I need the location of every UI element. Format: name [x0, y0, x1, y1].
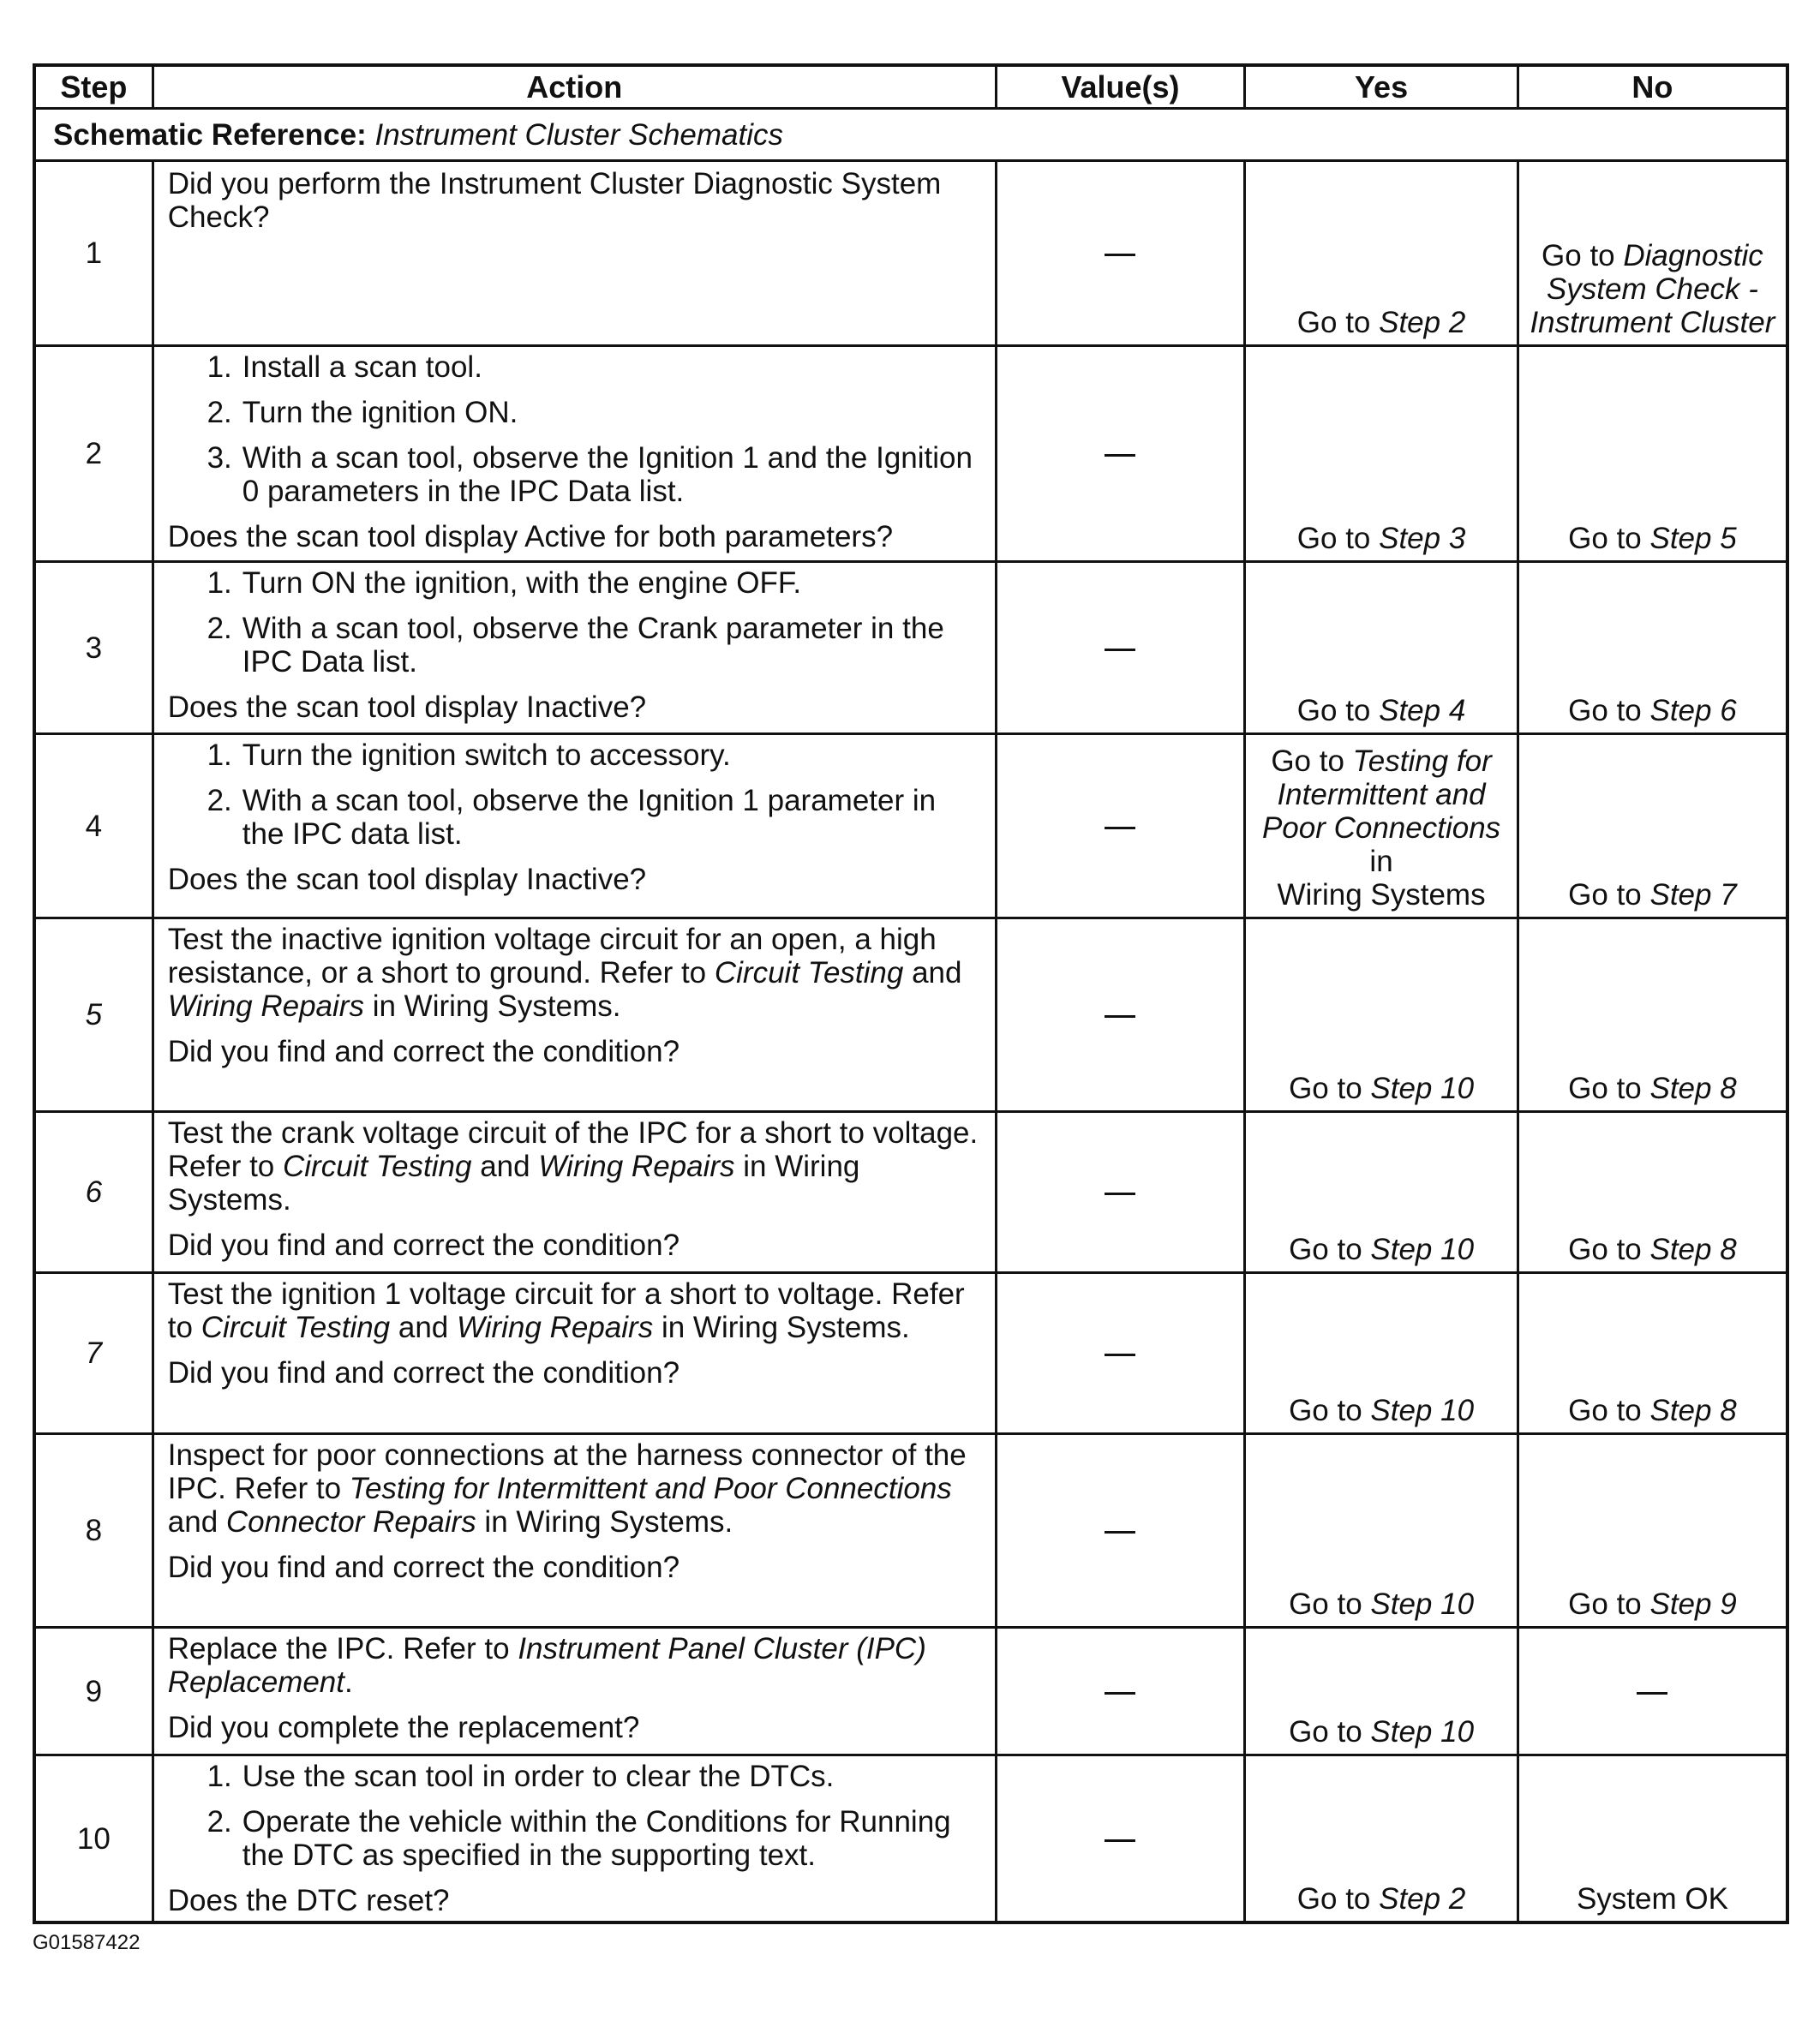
yes-prefix: Go to	[1296, 306, 1380, 339]
list-number: 1.	[207, 1760, 232, 1793]
no-link: Step 6	[1649, 694, 1737, 727]
no-cell	[1518, 1628, 1787, 1755]
value-cell	[996, 1273, 1245, 1434]
yes-cell	[1245, 1755, 1518, 1923]
no-link: Diagnostic System Check - Instrument Cluster	[1530, 239, 1775, 339]
header-yes: Yes	[1245, 65, 1518, 109]
yes-prefix: Go to	[1289, 1588, 1371, 1621]
action-steps-list	[168, 1760, 983, 1872]
action-text	[168, 1116, 983, 1217]
list-number: 1.	[207, 350, 232, 384]
yes-prefix: Go to	[1296, 522, 1380, 555]
yes-cell	[1245, 1628, 1518, 1755]
list-text: Turn ON the ignition, with the engine OFF.	[242, 566, 802, 600]
no-prefix: Go to	[1568, 1394, 1650, 1427]
figure-id: G01587422	[33, 1931, 141, 1954]
list-number: 2.	[207, 612, 232, 645]
action-link: Wiring Repairs	[457, 1311, 654, 1344]
yes-prefix: Go to	[1271, 744, 1353, 778]
header-action: Action	[153, 65, 996, 109]
no-cell	[1518, 918, 1787, 1112]
value-dash	[1105, 827, 1135, 829]
table-row	[34, 1755, 1787, 1923]
list-number: 2.	[207, 1805, 232, 1839]
action-cell	[153, 1273, 996, 1434]
yes-cell	[1245, 918, 1518, 1112]
yes-prefix: Go to	[1296, 694, 1380, 727]
value-cell	[996, 562, 1245, 734]
yes-link: Step 10	[1370, 1715, 1475, 1749]
action-link: Circuit Testing	[714, 956, 904, 990]
no-result: System OK	[1576, 1882, 1728, 1916]
value-cell	[996, 1434, 1245, 1628]
action-text	[168, 1438, 983, 1539]
action-link: Instrument Panel Cluster (IPC) Replacement	[167, 1632, 926, 1699]
list-number: 1.	[207, 566, 232, 600]
yes-link: Testing for Intermittent and Poor Connections	[1261, 744, 1501, 845]
list-item	[168, 350, 983, 384]
step-number: 4	[34, 734, 153, 918]
no-link: Step 5	[1649, 522, 1737, 555]
no-cell	[1518, 1112, 1787, 1273]
list-item	[168, 612, 983, 679]
action-question: Did you perform the Instrument Cluster Diagnostic System Check?	[167, 167, 942, 234]
yes-cell	[1245, 562, 1518, 734]
action-steps-list	[168, 350, 983, 508]
yes-cell	[1245, 1112, 1518, 1273]
action-link: Connector Repairs	[225, 1505, 476, 1539]
table-row	[34, 562, 1787, 734]
action-question: Does the scan tool display Inactive?	[167, 691, 647, 724]
value-cell	[996, 1628, 1245, 1755]
action-question: Does the scan tool display Inactive?	[167, 863, 647, 896]
no-link: Step 8	[1649, 1072, 1737, 1105]
schematic-reference	[34, 109, 1787, 161]
list-text: Operate the vehicle within the Conditions for Running the DTC as specified in the supporting text.	[242, 1805, 951, 1872]
value-dash	[1105, 1193, 1135, 1195]
header-row	[34, 65, 1787, 109]
yes-link: Step 2	[1379, 306, 1466, 339]
value-dash	[1105, 254, 1135, 256]
action-steps-list	[168, 738, 983, 851]
list-item	[168, 1760, 983, 1793]
no-cell	[1518, 346, 1787, 562]
table-row	[34, 1112, 1787, 1273]
yes-link: Step 4	[1379, 694, 1466, 727]
action-text-part: in Wiring Systems.	[167, 1150, 860, 1217]
table-row	[34, 346, 1787, 562]
list-item	[168, 396, 983, 429]
action-text-part: in Wiring Systems.	[476, 1505, 733, 1539]
action-text-part: Test the inactive ignition voltage circuit for an open, a high resistance, or a short to ground. Refer to	[167, 923, 937, 990]
diagnostic-table	[33, 63, 1789, 1924]
no-dash	[1637, 1692, 1667, 1695]
yes-cell	[1245, 1273, 1518, 1434]
action-question: Does the scan tool display Active for both parameters?	[167, 520, 894, 553]
action-link: Circuit Testing	[283, 1150, 472, 1183]
step-number: 1	[34, 161, 153, 346]
no-prefix: Go to	[1568, 522, 1650, 555]
no-prefix: Go to	[1568, 1588, 1650, 1621]
yes-prefix: Go to	[1289, 1394, 1371, 1427]
action-link: Wiring Repairs	[167, 990, 364, 1023]
no-cell	[1518, 1755, 1787, 1923]
yes-suffix-section: Wiring Systems	[1277, 878, 1486, 912]
table-row	[34, 918, 1787, 1112]
action-cell	[153, 734, 996, 918]
header-values: Value(s)	[996, 65, 1245, 109]
action-question: Did you find and correct the condition?	[167, 1035, 680, 1068]
action-link: Wiring Repairs	[538, 1150, 735, 1183]
step-number: 3	[34, 562, 153, 734]
action-text	[168, 1277, 983, 1344]
no-cell	[1518, 734, 1787, 918]
yes-link: Step 10	[1370, 1233, 1475, 1266]
value-dash	[1105, 454, 1135, 457]
no-cell	[1518, 1434, 1787, 1628]
action-text-part: Replace the IPC. Refer to	[167, 1632, 518, 1665]
table-row	[34, 161, 1787, 346]
list-item	[168, 441, 983, 508]
step-number: 7	[34, 1273, 153, 1434]
value-dash	[1105, 649, 1135, 651]
header-step: Step	[34, 65, 153, 109]
action-text-part: in Wiring Systems.	[363, 990, 621, 1023]
step-number: 5	[34, 918, 153, 1112]
step-number: 10	[34, 1755, 153, 1923]
yes-prefix: Go to	[1289, 1072, 1371, 1105]
list-number: 2.	[207, 396, 232, 429]
list-text: With a scan tool, observe the Ignition 1 and the Ignition 0 parameters in the IPC Data list.	[242, 441, 973, 508]
action-question: Did you find and correct the condition?	[167, 1356, 680, 1390]
list-text: Turn the ignition ON.	[242, 396, 518, 429]
no-link: Step 7	[1649, 878, 1737, 912]
action-cell	[153, 562, 996, 734]
action-question: Does the DTC reset?	[167, 1884, 450, 1917]
action-text	[168, 923, 983, 1023]
action-cell	[153, 1628, 996, 1755]
value-dash	[1105, 1531, 1135, 1534]
no-link: Step 9	[1649, 1588, 1737, 1621]
action-text-part: and	[390, 1311, 458, 1344]
action-question: Did you find and correct the condition?	[167, 1229, 680, 1262]
yes-cell	[1245, 734, 1518, 918]
schematic-reference-row	[34, 109, 1787, 161]
schematic-reference-label: Schematic Reference:	[53, 117, 367, 152]
no-prefix: Go to	[1568, 1072, 1650, 1105]
action-cell	[153, 1434, 996, 1628]
yes-link: Step 2	[1379, 1882, 1466, 1916]
action-steps-list	[168, 566, 983, 679]
list-item	[168, 738, 983, 772]
action-cell	[153, 346, 996, 562]
step-number: 2	[34, 346, 153, 562]
no-link: Step 8	[1649, 1233, 1737, 1266]
yes-link: Step 10	[1370, 1394, 1475, 1427]
action-cell	[153, 1755, 996, 1923]
yes-suffix-in: in	[1369, 845, 1393, 878]
value-cell	[996, 346, 1245, 562]
table-row	[34, 1273, 1787, 1434]
list-item	[168, 784, 983, 851]
action-text-part: and	[167, 1505, 226, 1539]
yes-cell	[1245, 1434, 1518, 1628]
no-prefix: Go to	[1568, 878, 1650, 912]
yes-link: Step 10	[1370, 1588, 1475, 1621]
value-cell	[996, 918, 1245, 1112]
action-text-part: Test the crank voltage circuit of the IPC for a short to voltage. Refer to	[167, 1116, 979, 1183]
action-question: Did you complete the replacement?	[167, 1711, 640, 1744]
schematic-reference-link: Instrument Cluster Schematics	[374, 117, 784, 152]
table-row	[34, 1628, 1787, 1755]
action-text-part: Inspect for poor connections at the harness connector of the IPC. Refer to	[167, 1438, 967, 1505]
no-prefix: Go to	[1542, 239, 1624, 272]
value-cell	[996, 161, 1245, 346]
yes-prefix: Go to	[1289, 1715, 1371, 1749]
no-link: Step 8	[1649, 1394, 1737, 1427]
step-number: 9	[34, 1628, 153, 1755]
value-dash	[1105, 1839, 1135, 1842]
action-text-part: and	[903, 956, 962, 990]
list-text: With a scan tool, observe the Ignition 1 parameter in the IPC data list.	[242, 784, 937, 851]
list-text: Use the scan tool in order to clear the DTCs.	[242, 1760, 835, 1793]
value-dash	[1105, 1354, 1135, 1356]
header-no: No	[1518, 65, 1787, 109]
action-cell	[153, 918, 996, 1112]
yes-cell	[1245, 346, 1518, 562]
yes-link: Step 10	[1370, 1072, 1475, 1105]
no-cell	[1518, 161, 1787, 346]
action-cell	[153, 161, 996, 346]
yes-prefix: Go to	[1289, 1233, 1371, 1266]
value-cell	[996, 1755, 1245, 1923]
action-question: Did you find and correct the condition?	[167, 1551, 680, 1584]
action-text	[168, 1632, 983, 1699]
action-text-part: and	[471, 1150, 539, 1183]
no-prefix: Go to	[1568, 1233, 1650, 1266]
list-item	[168, 1805, 983, 1872]
value-cell	[996, 734, 1245, 918]
list-text: Install a scan tool.	[242, 350, 482, 384]
no-cell	[1518, 1273, 1787, 1434]
action-text-part: in Wiring Systems.	[653, 1311, 910, 1344]
action-link: Testing for Intermittent and Poor Connections	[349, 1472, 952, 1505]
yes-link: Step 3	[1379, 522, 1466, 555]
action-text-part: .	[344, 1665, 353, 1699]
action-cell	[153, 1112, 996, 1273]
value-cell	[996, 1112, 1245, 1273]
step-number: 8	[34, 1434, 153, 1628]
list-number: 3.	[207, 441, 232, 475]
value-dash	[1105, 1015, 1135, 1018]
action-link: Circuit Testing	[201, 1311, 391, 1344]
table-row	[34, 734, 1787, 918]
yes-prefix: Go to	[1296, 1882, 1380, 1916]
no-cell	[1518, 562, 1787, 734]
list-item	[168, 566, 983, 600]
list-number: 1.	[207, 738, 232, 772]
yes-cell	[1245, 161, 1518, 346]
step-number: 6	[34, 1112, 153, 1273]
table-row	[34, 1434, 1787, 1628]
list-text: Turn the ignition switch to accessory.	[242, 738, 731, 772]
list-number: 2.	[207, 784, 232, 817]
list-text: With a scan tool, observe the Crank parameter in the IPC Data list.	[242, 612, 944, 679]
no-prefix: Go to	[1568, 694, 1650, 727]
value-dash	[1105, 1692, 1135, 1695]
action-text-part: Test the ignition 1 voltage circuit for a short to voltage. Refer to	[167, 1277, 965, 1344]
